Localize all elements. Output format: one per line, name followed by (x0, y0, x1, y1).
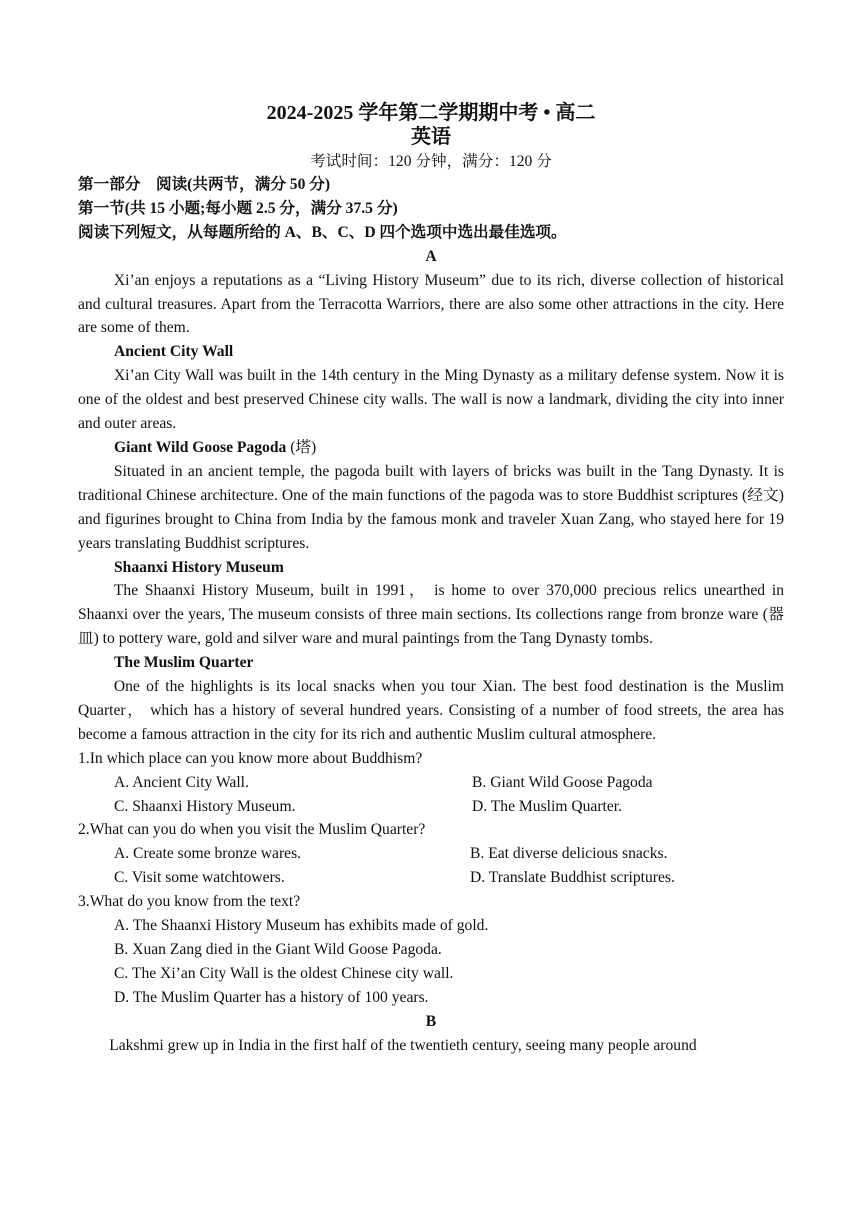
option-a[interactable]: A. The Shaanxi History Museum has exhibits made of gold. (114, 917, 489, 935)
option-d[interactable]: D. The Muslim Quarter has a history of 100 years. (114, 988, 429, 1006)
question-3-stem: 3.What do you know from the text? (78, 893, 301, 911)
section-text-museum: The Shaanxi History Museum, built in 1991， is home to over 370,000 precious relics unearthed in Shaanxi over the years, The museum consists of three main sections. Its collections range from bronze ware (器皿) to pottery ware, gold and silver ware and mural paintings from the Tang Dynasty tombs. (78, 582, 784, 648)
option-d[interactable]: D. The Muslim Quarter. (472, 797, 622, 815)
option-a[interactable]: A. Create some bronze wares. (114, 845, 302, 863)
passage-b-intro: Lakshmi grew up in India in the first half of the twentieth century, seeing many people around (109, 1036, 697, 1054)
directions: 阅读下列短文，从每题所给的 A、B、C、D 四个选项中选出最佳选项。 (78, 223, 567, 241)
section-heading-museum (78, 556, 784, 580)
question-2-options-row (78, 866, 784, 890)
question-1-stem: 1.In which place can you know more about Buddhism? (78, 749, 423, 767)
option-b[interactable]: B. Xuan Zang died in the Giant Wild Goose Pagoda. (114, 941, 442, 958)
section-text-pagoda: Situated in an ancient temple, the pagoda built with layers of bricks was built in the Tang Dynasty. It is traditional Chinese architecture. One of the main functions of the pagoda was to store Buddhist scriptures (经文) and figurines brought to China from India by the famous monk and traveler Xuan Zang, who stayed here for 19 years translating Buddhist scriptures. (78, 462, 784, 552)
question-1-options-row (78, 771, 784, 795)
question-1-options-row (78, 795, 784, 819)
heading-text: Ancient City Wall (114, 343, 234, 361)
option-c[interactable]: C. The Xi’an City Wall is the oldest Chinese city wall. (114, 964, 454, 982)
passage-b-label: B (425, 1012, 437, 1030)
passage-a-intro: Xi’an enjoys a reputations as a “Living History Museum” due to its rich, diverse collection of historical and cultural treasures. Apart from the Terracotta Warriors, there are also some other attractions in the city. Here are some of them. (78, 271, 784, 337)
option-d[interactable]: D. Translate Buddhist scriptures. (470, 869, 675, 887)
subject-title: 英语 (411, 126, 451, 148)
heading-text: Shaanxi History Museum (114, 558, 284, 576)
section-heading: 第一节(共 15 小题;每小题 2.5 分，满分 37.5 分) (78, 199, 398, 217)
exam-page (78, 100, 784, 1058)
exam-info: 考试时间：120 分钟，满分：120 分 (310, 153, 552, 170)
heading-text: Giant Wild Goose Pagoda (114, 438, 287, 456)
question-2-options-row (78, 842, 784, 866)
passage-a-label: A (425, 247, 437, 265)
section-heading-muslim-quarter (78, 651, 784, 675)
option-b[interactable]: B. Eat diverse delicious snacks. (470, 845, 668, 863)
section-heading-city-wall (78, 340, 784, 364)
option-c[interactable]: C. Visit some watchtowers. (114, 869, 285, 887)
heading-text: The Muslim Quarter (114, 654, 254, 672)
section-text-muslim-quarter: One of the highlights is its local snacks when you tour Xian. The best food destination is the Muslim Quarter， which has a history of several hundred years. Consisting of a number of food streets, the area has become a famous attraction in the city for its rich and authentic Muslim cultural atmosphere. (78, 678, 784, 743)
question-2-stem: 2.What can you do when you visit the Muslim Quarter? (78, 821, 426, 839)
exam-title: 2024-2025 学年第二学期期中考 • 高二 (266, 102, 596, 124)
heading-note: (塔) (286, 438, 317, 456)
section-text-city-wall: Xi’an City Wall was built in the 14th century in the Ming Dynasty as a military defense system. Now it is one of the oldest and best preserved Chinese city walls. The wall is now a landmark, dividing the city into inner and outer areas. (78, 367, 784, 433)
option-c[interactable]: C. Shaanxi History Museum. (114, 797, 296, 815)
section-heading-pagoda (78, 436, 784, 460)
part-heading: 第一部分 阅读(共两节，满分 50 分) (78, 176, 331, 193)
option-b[interactable]: B. Giant Wild Goose Pagoda (472, 773, 653, 791)
option-a[interactable]: A. Ancient City Wall. (114, 773, 249, 791)
